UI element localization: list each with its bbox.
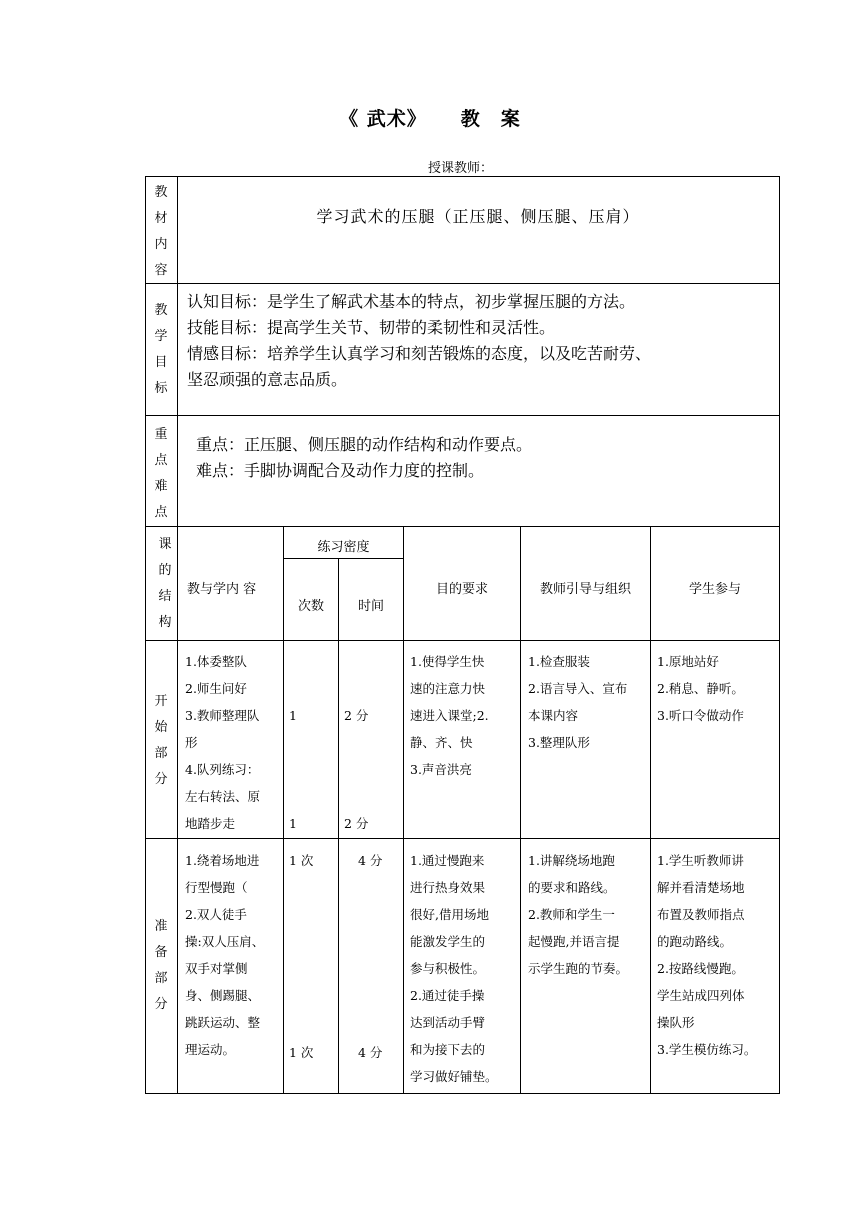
header-density: 练习密度	[317, 540, 370, 555]
header-content: 教与学内 容	[187, 582, 257, 597]
document-title	[0, 104, 860, 131]
header-time: 时间	[357, 599, 384, 614]
emotional-goal: 情感目标：培养学生认真学习和刻苦锻炼的态度，以及吃苦耐劳、	[187, 344, 652, 363]
prep-count-1: 1 次	[289, 853, 314, 868]
start-goal: 1.使得学生快 速的注意力快 速进入课堂;2. 静、齐、快 3.声音洪亮	[410, 654, 489, 777]
skill-goal: 技能目标：提高学生关节、韧带的柔韧性和灵活性。	[187, 318, 556, 337]
start-count-2: 1	[289, 816, 297, 831]
section-label-content: 教 材 内 容	[154, 185, 168, 278]
row-divider	[145, 415, 780, 416]
cognitive-goal: 认知目标：是学生了解武术基本的特点，初步掌握压腿的方法。	[187, 292, 636, 311]
row-label-prep: 准 备 部 分	[154, 919, 168, 1012]
table-border-top	[145, 176, 780, 177]
row-divider	[145, 526, 780, 527]
start-student: 1.原地站好 2.稍息、静听。 3.听口令做动作	[657, 654, 744, 723]
prep-content: 1.绕着场地进 行型慢跑（ 2.双人徒手 操:双人压肩、 双手对掌侧 身、侧踢腿、 跳跃运动、整 理运动。	[185, 853, 265, 1057]
row-divider	[145, 838, 780, 839]
column-divider	[650, 526, 651, 1094]
header-structure: 课 的 结 构	[158, 537, 172, 630]
prep-time-2: 4 分	[358, 1045, 383, 1060]
title-subject: 《 武术》	[339, 108, 427, 130]
row-divider	[145, 283, 780, 284]
start-count-1: 1	[289, 708, 297, 723]
difficult-point: 难点：手脚协调配合及动作力度的控制。	[196, 461, 485, 480]
column-divider	[520, 526, 521, 1094]
keypoints-text	[196, 432, 776, 484]
header-count: 次数	[297, 599, 324, 614]
prep-guide: 1.讲解绕场地跑 的要求和路线。 2.教师和学生一 起慢跑,并语言提 示学生跑的节奏。	[528, 853, 629, 976]
start-content: 1.体委整队 2.师生问好 3.教师整理队 形 4.队列练习： 左右转法、原 地踏步走	[185, 654, 261, 831]
row-label-start: 开 始 部 分	[154, 694, 168, 787]
row-divider	[145, 640, 780, 641]
start-time-2: 2 分	[344, 816, 369, 831]
title-lesson-plan: 教 案	[460, 108, 521, 130]
section-label-keypoints: 重 点 难 点	[154, 427, 168, 520]
prep-student: 1.学生听教师讲 解并看清楚场地 布置及教师指点 的跑动路线。 2.按路线慢跑。 学生站成四列体 操队形 3.学生模仿练习。	[657, 853, 757, 1057]
column-divider	[338, 558, 339, 1094]
emotional-goal-cont: 坚忍顽强的意志品质。	[187, 370, 348, 389]
density-divider	[283, 558, 404, 559]
prep-time-1: 4 分	[358, 853, 383, 868]
content-text: 学习武术的压腿（正压腿、侧压腿、压肩）	[316, 207, 640, 226]
prep-count-2: 1 次	[289, 1045, 314, 1060]
table-border-right	[779, 176, 780, 1094]
header-student: 学生参与	[688, 582, 741, 597]
header-goal: 目的要求	[435, 582, 488, 597]
start-time-1: 2 分	[344, 708, 369, 723]
lesson-plan-table	[145, 176, 780, 1094]
start-guide: 1.检查服装 2.语言导入、宣布 本课内容 3.整理队形	[528, 654, 628, 750]
column-divider	[403, 526, 404, 1094]
goals-text	[187, 289, 777, 393]
section-label-goals: 教 学 目 标	[154, 303, 168, 396]
table-border-bottom	[145, 1093, 780, 1094]
key-point: 重点：正压腿、侧压腿的动作结构和动作要点。	[196, 435, 533, 454]
header-guide: 教师引导与组织	[539, 582, 631, 597]
prep-goal: 1.通过慢跑来 进行热身效果 很好,借用场地 能激发学生的 参与积极性。 2.通过徒手操 达到活动手臂 和为接下去的 学习做好铺垫。	[410, 853, 498, 1084]
teacher-label: 授课教师：	[428, 161, 494, 176]
